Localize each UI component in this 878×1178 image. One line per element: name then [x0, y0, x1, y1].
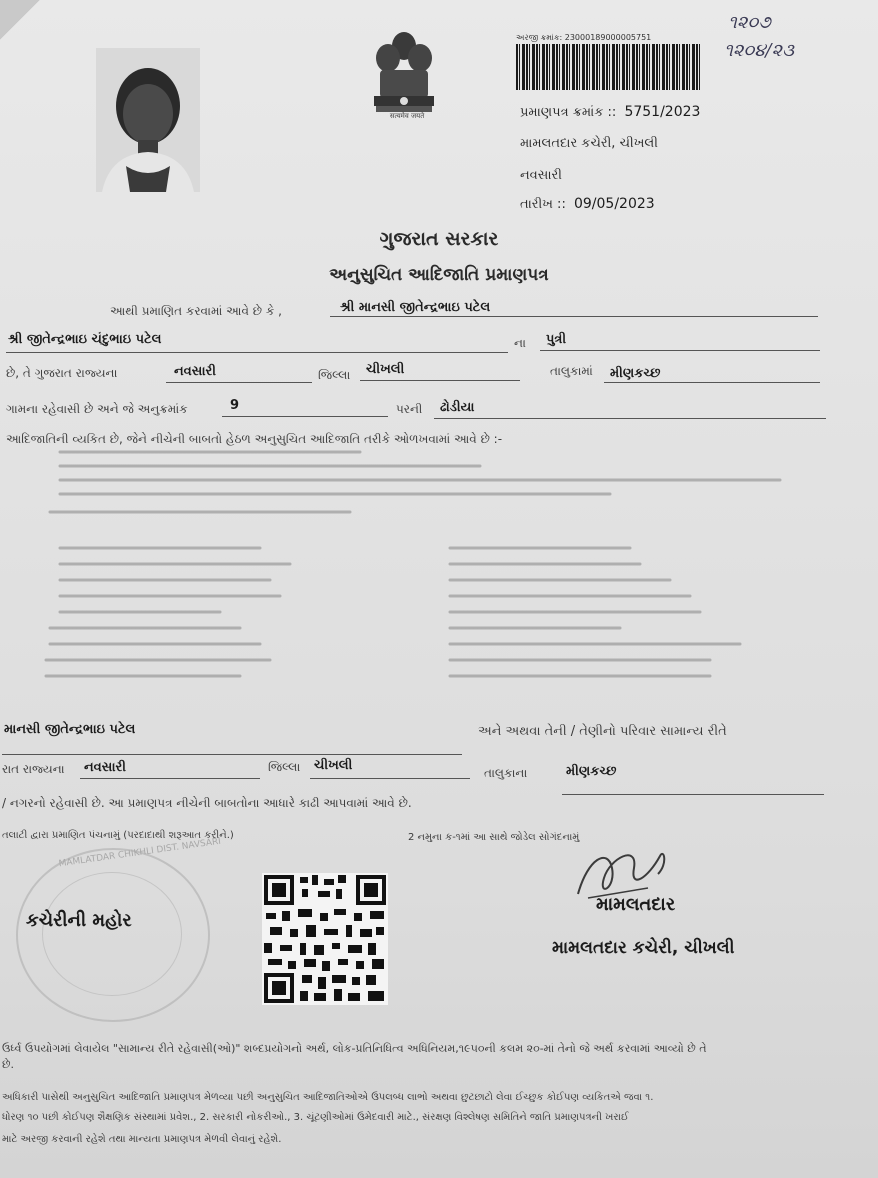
relation: પુત્રી	[546, 332, 567, 347]
emblem-motto: सत्यमेव जयते	[389, 112, 425, 120]
village-value: મીણકચ્છ	[610, 366, 661, 381]
taluka-value-2: ચીખલી	[314, 758, 353, 773]
barcode	[516, 44, 700, 90]
na-label: ના	[514, 336, 526, 350]
folded-corner	[0, 0, 40, 40]
footer-note-4: ધોરણ ૧૦ પછી કોઈપણ શૈક્ષણિક સંસ્થામાં પ્રવેશ., 2. સરકારી નોકરીઓ., 3. ચૂંટણીઓમાં ઉમેદવારી માટે., સંરક્ષણ વિશ્લેષણ સમિતિને જાતિ પ્રમાણપત્રની ખરાઈ	[2, 1112, 629, 1123]
issue-date: 09/05/2023	[573, 196, 655, 212]
stamp-text: MAMLATDAR CHIKHLI DIST. NAVSARI	[58, 836, 222, 870]
basis-1: તલાટી દ્વારા પ્રમાણિત પંચનામું (પરદાદાથી શરૂઆત કરીને.)	[2, 830, 234, 841]
village-value-2: મીણકચ્છ	[566, 764, 617, 779]
state-emblem-icon	[366, 28, 442, 124]
holder-name: શ્રી માનસી જીતેન્દ્રભાઇ પટેલ	[340, 300, 491, 315]
state-text: છે, તે ગુજરાત રાજ્યના	[6, 366, 118, 380]
handwritten-note-1: ૧૨૦૭	[728, 12, 771, 33]
footer-note-2: છે.	[2, 1058, 14, 1071]
issue-date-label: તારીખ ::	[520, 197, 566, 212]
taluka-value: ચીખલી	[366, 362, 405, 377]
state-district-2: નવસારી	[84, 760, 126, 775]
application-number: અરજી ક્રમાંક: 23000189000005751	[516, 33, 652, 42]
basis-2: 2 નમુના ક-૧માં આ સાથે જોડેલ સોગંદનામું	[408, 832, 580, 843]
on-text: પરની	[396, 402, 423, 416]
applicant-photo	[96, 48, 200, 192]
certify-text: આથી પ્રમાણિત કરવામાં આવે છે કે ,	[110, 304, 282, 318]
taluka-label-2: તાલુકાના	[484, 766, 528, 780]
verification-qr-code	[262, 873, 388, 1005]
footer-note-3: અધિકારી પાસેથી અનુસુચિત આદિજાતિ પ્રમાણપત્ર મેળવ્યા પછી અનુસુચિત આદિજાતિઓએ ઉપલબ્ધ લાભો અથવા છુટછાટો લેવા ઈચ્છુક કોઈપણ વ્યકિતએ જવા ૧.	[2, 1092, 654, 1103]
certificate-number-row	[520, 104, 700, 120]
holder-name-2: માનસી જીતેન્દ્રભાઇ પટેલ	[4, 722, 136, 737]
father-name: શ્રી જીતેન્દ્રભાઇ ચંદુભાઇ પટેલ	[8, 332, 162, 347]
footer-note-5: માટે અરજી કરવાની રહેશે તથા માન્યતા પ્રમાણપત્ર મેળવી લેવાનું રહેશે.	[2, 1134, 282, 1145]
office-stamp-inner	[42, 872, 182, 996]
issuing-office: મામલતદાર કચેરી, ચીખલી	[520, 136, 658, 151]
certificate-title: અનુસુચિત આદિજાતિ પ્રમાણપત્ર	[329, 265, 549, 285]
serial-number: 9	[230, 398, 240, 413]
district-label-2: જિલ્લા	[268, 760, 301, 774]
office-seal-label: કચેરીની મહોર	[26, 910, 132, 931]
city-text: / નગરનો રહેવાસી છે. આ પ્રમાણપત્ર નીચેની બાબતોના આધારે કાઢી આપવામાં આવે છે.	[2, 796, 412, 810]
certificate-number: 5751/2023	[624, 104, 701, 120]
family-text: અને અથવા તેની / તેણીનો પરિવાર સામાન્ય રીતે	[478, 724, 727, 739]
signatory-office: મામલતદાર કચેરી, ચીખલી	[552, 938, 735, 958]
handwritten-note-2: ૧૨૦૪/૨૩	[724, 40, 795, 61]
footer-note-1: ઉર્ધ્વ ઉપયોગમાં લેવાયેલ "સામાન્ય રીતે રહેવાસી(ઓ)" શબ્દપ્રયોગનો અર્થ, લોક-પ્રતિનિધિત્વ અધિનિયમ,૧૯૫૦ની કલમ ૨૦-માં તેનો જે અર્થ કરવામાં આવ્યો છે તે	[2, 1042, 707, 1055]
signatory-title: મામલતદાર	[596, 894, 676, 915]
district-label: જિલ્લા	[318, 368, 351, 382]
taluka-label: તાલુકામાં	[550, 364, 593, 378]
tribe-name: ઢોડીયા	[440, 400, 475, 415]
certificate-number-label: પ્રમાણપત્ર ક્રમાંક ::	[520, 105, 617, 120]
state-text-2: રાત રાજ્યના	[2, 762, 65, 776]
issuing-district: નવસારી	[520, 168, 562, 183]
state-district: નવસારી	[174, 364, 216, 379]
issue-date-row	[520, 196, 655, 212]
tribe-recognition-text: આદિજાતિની વ્યકિત છે, જેને નીચેની બાબતો હેઠળ અનુસુચિત આદિજાતિ તરીકે ઓળખવામાં આવે છે :-	[6, 432, 503, 446]
resident-text: ગામના રહેવાસી છે અને જે અનુક્રમાંક	[6, 402, 188, 416]
government-title: ગુજરાત સરકાર	[379, 228, 499, 250]
